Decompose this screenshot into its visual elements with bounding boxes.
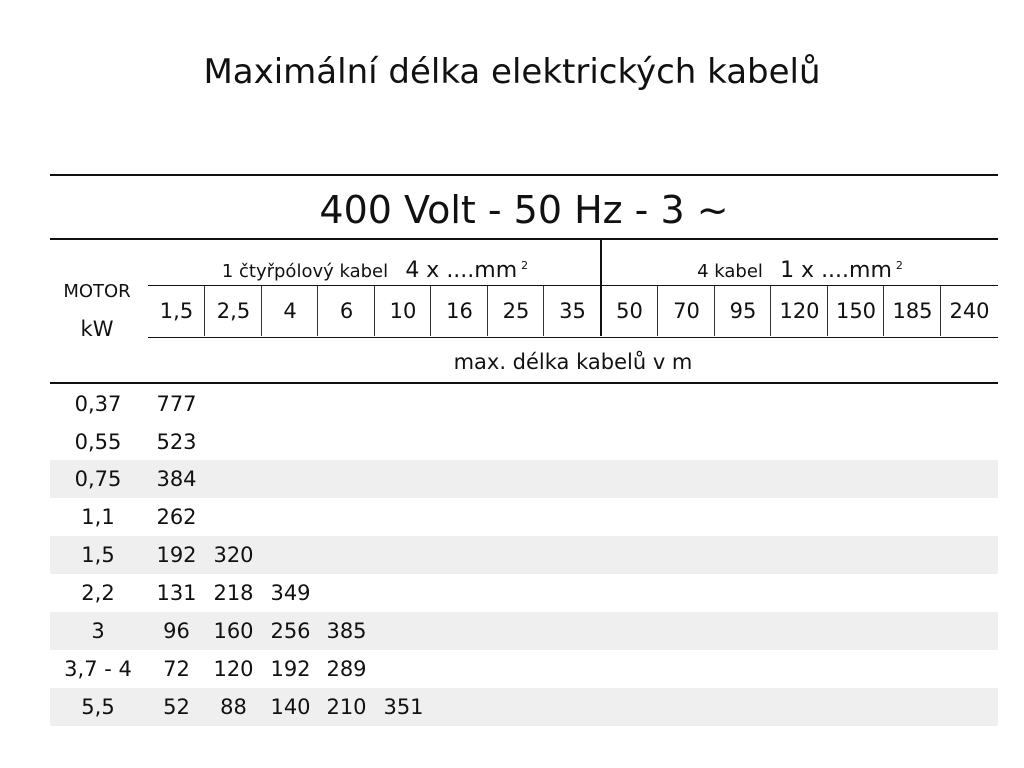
group1-formula: 4 x ....mm [405, 258, 518, 283]
length-cell: 218 [213, 581, 254, 605]
motor-label: MOTOR [63, 281, 131, 302]
motor-power-cell: 0,37 [74, 392, 122, 416]
size-cell: 95 [729, 299, 757, 323]
motor-power-cell: 0,75 [74, 467, 122, 491]
column-divider [940, 286, 941, 336]
cable-group-4core [148, 252, 602, 286]
size-cell: 35 [559, 299, 586, 323]
length-cell: 384 [156, 467, 197, 491]
length-cell: 523 [156, 430, 197, 454]
size-cell: 185 [892, 299, 933, 323]
size-cell: 70 [673, 299, 700, 323]
size-cell: 50 [616, 299, 643, 323]
voltage-divider [50, 238, 998, 240]
length-cell: 351 [383, 695, 424, 719]
length-cell: 385 [326, 619, 367, 643]
column-divider [204, 286, 205, 336]
column-divider [827, 286, 828, 336]
length-cell: 88 [220, 695, 247, 719]
motor-power-cell: 0,55 [74, 430, 122, 454]
length-cell: 320 [213, 543, 254, 567]
length-cell: 289 [326, 657, 367, 681]
length-cell: 262 [156, 505, 197, 529]
length-cell: 192 [270, 657, 311, 681]
length-cell: 777 [156, 392, 197, 416]
length-cell: 96 [163, 619, 190, 643]
motor-power-cell: 5,5 [81, 695, 115, 719]
group1-sup: 2 [521, 259, 529, 272]
group2-formula: 1 x ....mm [780, 258, 892, 283]
length-cell: 256 [270, 619, 311, 643]
column-divider [374, 286, 375, 336]
column-divider [317, 286, 318, 336]
voltage-header: 400 Volt - 50 Hz - 3 ~ [319, 188, 729, 232]
group-separator-lower [600, 286, 602, 336]
max-length-label: max. délka kabelů v m [453, 350, 693, 374]
page-title: Maximální délka elektrických kabelů [203, 52, 821, 92]
length-cell: 72 [163, 657, 190, 681]
length-cell: 140 [270, 695, 311, 719]
length-cell: 210 [326, 695, 367, 719]
length-cell: 349 [270, 581, 311, 605]
length-cell: 160 [213, 619, 254, 643]
column-divider [543, 286, 544, 336]
motor-power-cell: 1,1 [81, 505, 115, 529]
column-divider [883, 286, 884, 336]
column-divider [714, 286, 715, 336]
size-cell: 10 [389, 299, 417, 323]
column-divider [770, 286, 771, 336]
size-cell: 1,5 [159, 299, 194, 323]
group2-sup: 2 [895, 259, 903, 272]
size-cell: 2,5 [216, 299, 251, 323]
size-cell: 25 [502, 299, 530, 323]
size-cell: 4 [283, 299, 297, 323]
column-divider [487, 286, 488, 336]
unit-label: kW [80, 317, 114, 341]
table-top-border [50, 174, 998, 176]
sizes-bottom-line [148, 337, 998, 338]
size-cell: 240 [949, 299, 990, 323]
length-cell: 52 [163, 695, 190, 719]
column-divider [261, 286, 262, 336]
motor-power-cell: 3,7 - 4 [64, 657, 132, 681]
column-divider [430, 286, 431, 336]
group2-prefix: 4 kabel [697, 261, 763, 282]
length-cell: 192 [156, 543, 197, 567]
size-cell: 150 [835, 299, 877, 323]
group1-prefix: 1 čtyřpólový kabel [221, 261, 389, 282]
size-cell: 6 [339, 299, 354, 323]
column-divider [657, 286, 658, 336]
size-cell: 16 [446, 299, 473, 323]
length-cell: 120 [213, 657, 254, 681]
size-cell: 120 [779, 299, 820, 323]
cable-group-single [602, 252, 998, 286]
motor-power-cell: 1,5 [81, 543, 115, 567]
header-bottom-border [50, 382, 998, 384]
motor-power-cell: 3 [91, 619, 105, 643]
motor-power-cell: 2,2 [81, 581, 115, 605]
length-cell: 131 [156, 581, 197, 605]
